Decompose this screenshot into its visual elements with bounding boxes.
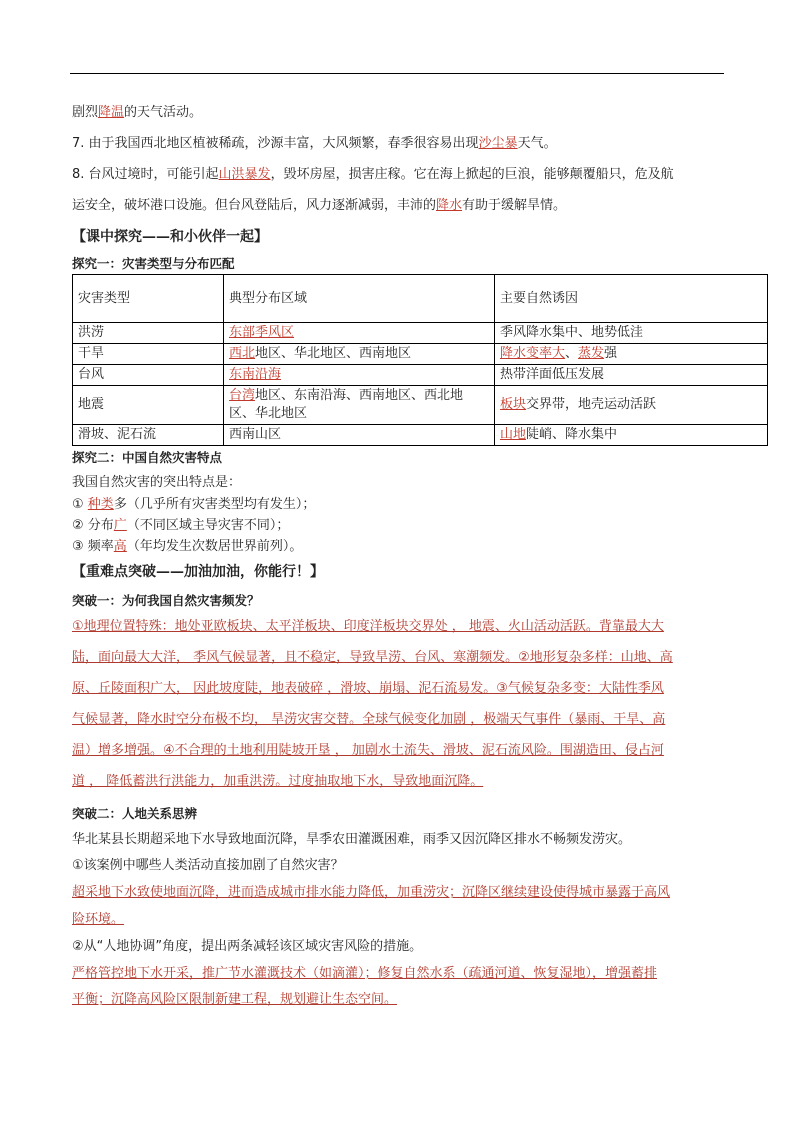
subsection-title: 突破二：人地关系思辨 [72,806,198,821]
text-line: 剧烈降温的天气活动。 [72,105,203,120]
answer-line: 险环境。 [72,912,125,927]
list-item: ② 分布广（不同区域主导灾害不同）； [72,518,290,533]
answer-line: 严格管控地下水开采，推广节水灌溉技术（如滴灌）；修复自然水系（疏通河道、恢复湿地），增强蓄排 [72,966,658,981]
case-text: 华北某县长期超采地下水导致地面沉降，旱季农田灌溉困难，雨季又因沉降区排水不畅频发涝灾。 [72,832,632,847]
table-row [73,425,768,446]
answer-line: ①地理位置特殊：地处亚欧板块、太平洋板块、印度洋板块交界处 ， 地震、火山活动活跃。背靠最大大 [72,619,664,634]
list-item: ① 种类多（几乎所有灾害类型均有发生）； [72,497,316,512]
table-cell: 滑坡、泥石流 [73,425,224,446]
text-line: 运安全，破坏港口设施。但台风登陆后，风力逐渐减弱，丰沛的降水有助于缓解旱情。 [72,198,567,213]
table-header-cell: 主要自然诱因 [495,275,768,323]
table-cell: 地震 [73,386,224,425]
table-cell: 季风降水集中、地势低洼 [495,323,768,344]
table-cell: 东部季风区 [224,323,495,344]
list-item: ③ 频率高（年均发生次数居世界前列）。 [72,539,303,554]
table-row [73,323,768,344]
disaster-table [72,274,768,446]
subsection-title: 探究二：中国自然灾害特点 [72,450,223,465]
table-cell: 降水变率大、蒸发强 [495,344,768,365]
table-cell: 台风 [73,365,224,386]
table-row [73,344,768,365]
header-rule [70,73,724,74]
table-cell: 西北地区、华北地区、西南地区 [224,344,495,365]
text-line: 8. 台风过境时，可能引起山洪暴发，毁坏房屋，损害庄稼。它在海上掀起的巨浪，能够颠覆船只，危及航 [72,167,674,182]
section-title: 【课中探究——和小伙伴一起】 [72,229,268,245]
table-cell: 山地陡峭、降水集中 [495,425,768,446]
table-cell: 东南沿海 [224,365,495,386]
answer-line: 温）增多增强。④不合理的土地利用陡坡开垦 ， 加剧水土流失、滑坡、泥石流风险。围湖造田、侵占河 [72,743,664,758]
answer-line: 道 ， 降低蓄洪行洪能力，加重洪涝。过度抽取地下水，导致地面沉降。 [72,774,484,789]
table-row [73,386,768,425]
answer-line: 气候显著，降水时空分布极不均， 旱涝灾害交替。全球气候变化加剧 ，极端天气事件（暴雨、干旱、高 [72,712,666,727]
subsection-title: 突破一：为何我国自然灾害频发？ [72,593,260,608]
section-title: 【重难点突破——加油加油，你能行！】 [72,564,324,580]
table-cell: 板块交界带，地壳运动活跃 [495,386,768,425]
subsection-title: 探究一：灾害类型与分布匹配 [72,256,235,271]
answer-line: 原、丘陵面积广大， 因此坡度陡，地表破碎 ，滑坡、崩塌、泥石流易发。③气候复杂多变：大陆性季风 [72,681,664,696]
table-cell: 干旱 [73,344,224,365]
question: ①该案例中哪些人类活动直接加剧了自然灾害？ [72,858,344,873]
table-cell: 热带洋面低压发展 [495,365,768,386]
question: ②从“人地协调”角度，提出两条减轻该区域灾害风险的措施。 [72,939,423,954]
table-row [73,365,768,386]
text-line: 7. 由于我国西北地区植被稀疏，沙源丰富，大风频繁，春季很容易出现沙尘暴天气。 [72,136,557,151]
table-header-row [73,275,768,323]
text-line: 我国自然灾害的突出特点是： [72,475,242,490]
table-header-cell: 典型分布区域 [224,275,495,323]
table-cell: 西南山区 [224,425,495,446]
table-cell: 洪涝 [73,323,224,344]
answer-line: 超采地下水致使地面沉降，进而造成城市排水能力降低，加重涝灾；沉降区继续建设使得城市暴露于高风 [72,885,671,900]
table-header-cell: 灾害类型 [73,275,224,323]
answer-line: 陆，面向最大大洋， 季风气候显著，且不稳定，导致旱涝、台风、寒潮频发。②地形复杂多样：山地、高 [72,650,673,665]
table-cell: 台湾地区、东南沿海、西南地区、西北地区、华北地区 [224,386,495,425]
answer-line: 平衡；沉降高风险区限制新建工程，规划避让生态空间。 [72,992,398,1007]
